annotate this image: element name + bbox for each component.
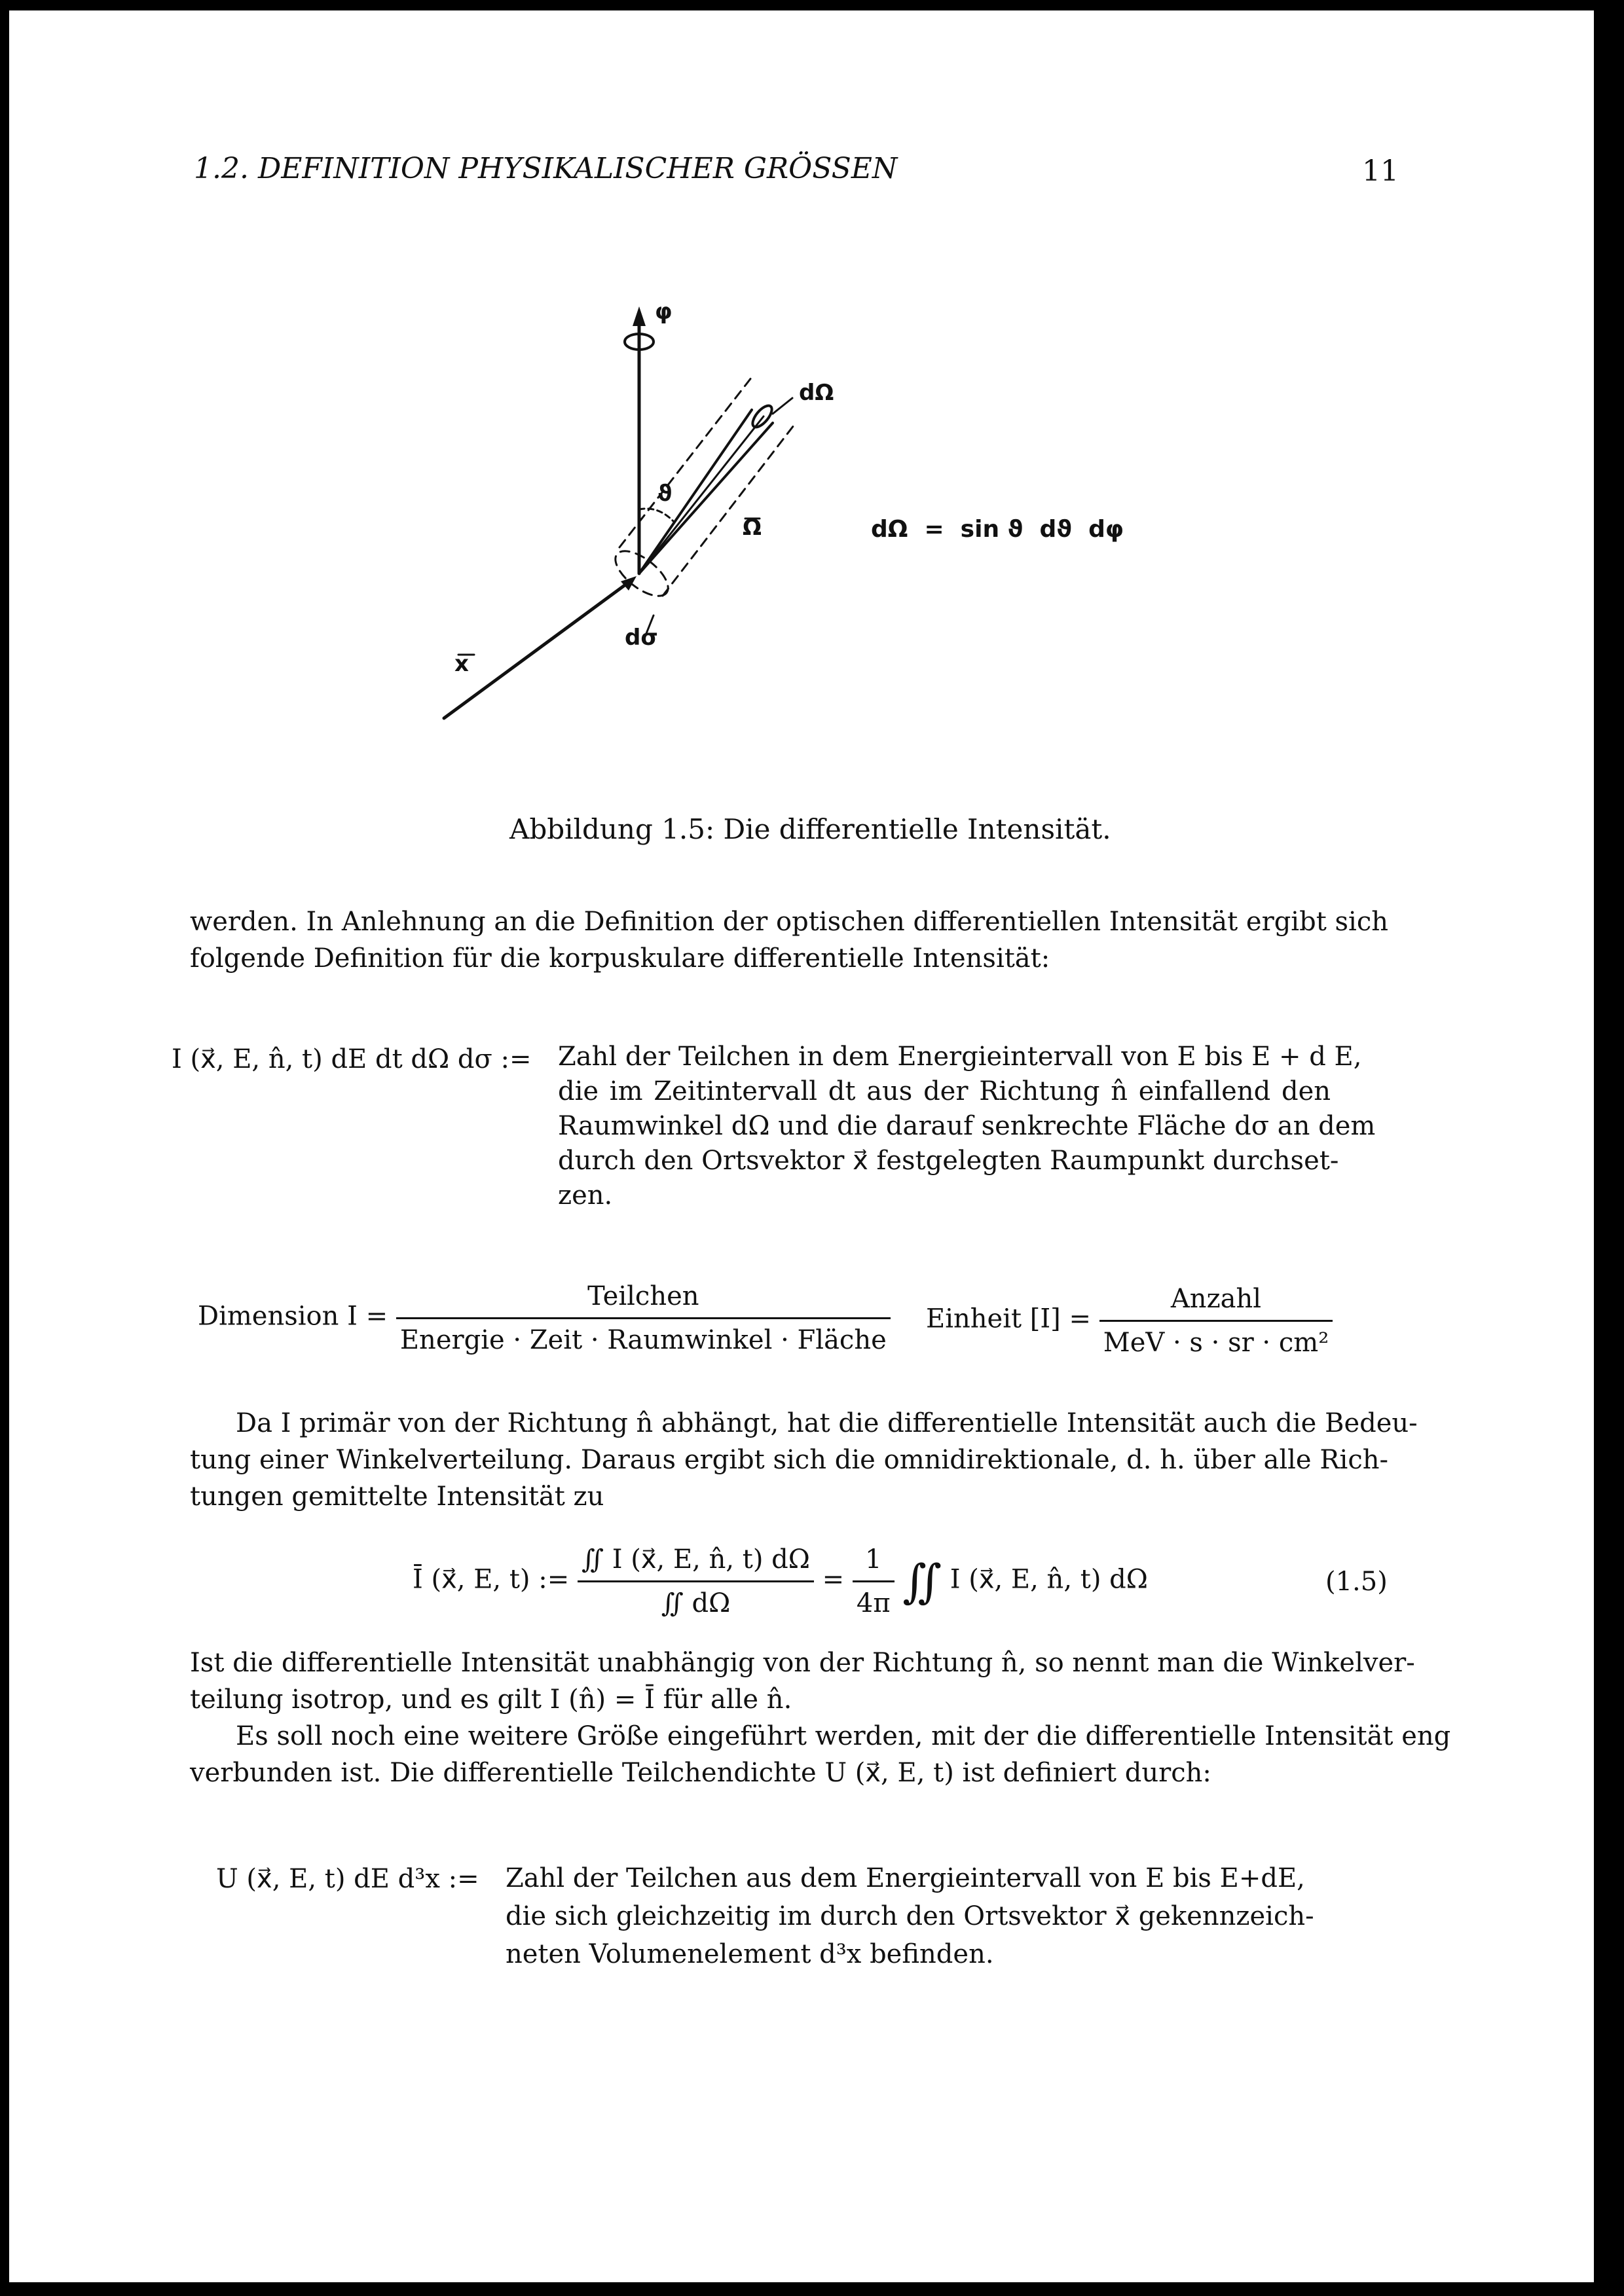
fraction-1-numerator: ∬ I (x⃗, E, n̂, t) dΩ [578, 1542, 814, 1582]
text-line: tung einer Winkelverteilung. Daraus ergibt sich die omnidirektionale, d. h. über alle Rich- [190, 1445, 1388, 1475]
axis-arrowhead [633, 306, 646, 326]
unit-label: Einheit [I] = [926, 1303, 1092, 1334]
dimension-label: Dimension I = [198, 1301, 388, 1332]
omega-vector-label: Ω [743, 515, 762, 541]
text-line: Zahl der Teilchen in dem Energieintervall von E bis E + d E, [558, 1042, 1362, 1072]
text-line: durch den Ortsvektor x⃗ festgelegten Raumpunkt durchset- [558, 1146, 1339, 1176]
equation-rhs: I (x⃗, E, n̂, t) dΩ [950, 1564, 1148, 1595]
paragraph-3 [190, 1645, 1451, 1791]
text-line: zen. [558, 1180, 613, 1211]
fraction-1-denominator: ∬ dΩ [661, 1588, 731, 1618]
page-number: 11 [1362, 155, 1399, 188]
double-integral: ∬ [902, 1554, 942, 1609]
text-line: folgende Definition für die korpuskulare differentielle Intensität: [190, 943, 1050, 974]
running-header: 1.2. DEFINITION PHYSIKALISCHER GRÖSSEN [194, 152, 898, 185]
text-line: Zahl der Teilchen aus dem Energieintervall von E bis E+dE, [506, 1863, 1305, 1893]
fraction-2-denominator: 4π [856, 1588, 891, 1618]
text-line: verbunden ist. Die differentielle Teilchendichte U (x⃗, E, t) ist definiert durch: [190, 1758, 1211, 1788]
text-line: Ist die differentielle Intensität unabhängig von der Richtung n̂, so nennt man die Winkelver- [190, 1648, 1415, 1678]
definition-1-text [558, 1040, 1376, 1213]
d-sigma-ellipse [608, 543, 676, 604]
equation-1-5 [413, 1542, 1148, 1620]
equation-number: (1.5) [1325, 1567, 1388, 1597]
figure-formula: dΩ = sin ϑ dϑ dφ [871, 516, 1124, 543]
definition-1-lhs: I (x⃗, E, n̂, t) dE dt dΩ dσ := [172, 1044, 532, 1074]
d-sigma-label: dσ [625, 625, 658, 651]
unit-denominator: MeV · s · sr · cm² [1103, 1328, 1329, 1358]
dimension-expression [198, 1279, 891, 1357]
equation-fraction-1 [578, 1542, 814, 1620]
text-line: teilung isotrop, und es gilt I (n̂) = Ī für alle n̂. [190, 1685, 792, 1715]
paragraph-1 [190, 903, 1388, 977]
d-omega-label: dΩ [799, 380, 834, 406]
definition-2-lhs: U (x⃗, E, t) dE d³x := [216, 1864, 479, 1894]
paragraph-2 [190, 1405, 1418, 1515]
text-line: werden. In Anlehnung an die Definition der optischen differentiellen Intensität ergibt sich [190, 907, 1388, 937]
text-line: die sich gleichzeitig im durch den Ortsvektor x⃗ gekennzeich- [506, 1901, 1314, 1931]
text-line: die im Zeitintervall dt aus der Richtung n̂ einfallend den [558, 1076, 1331, 1106]
dimension-numerator: Teilchen [396, 1279, 891, 1319]
text-line: Raumwinkel dΩ und die darauf senkrechte Fläche dσ an dem [558, 1111, 1376, 1141]
unit-fraction [1099, 1282, 1333, 1360]
theta-label: ϑ [657, 481, 673, 507]
cone-edge-left [639, 410, 752, 574]
dimension-denominator: Energie · Zeit · Raumwinkel · Fläche [399, 1325, 887, 1355]
fraction-2-numerator: 1 [853, 1542, 895, 1582]
unit-expression [926, 1282, 1333, 1360]
unit-numerator: Anzahl [1099, 1282, 1333, 1322]
phi-label: φ [655, 299, 673, 325]
equation-fraction-2 [853, 1542, 895, 1620]
text-line: Es soll noch eine weitere Größe eingeführt werden, mit der die differentielle Intensität eng [236, 1721, 1451, 1751]
text-line: tungen gemittelte Intensität zu [190, 1482, 604, 1512]
dimension-fraction [396, 1279, 891, 1357]
equals-sign: = [822, 1564, 845, 1595]
x-vector-label: x [454, 651, 469, 677]
text-line: Da I primär von der Richtung n̂ abhängt, hat die differentielle Intensität auch die Bedeu- [236, 1408, 1418, 1438]
definition-2-text [506, 1859, 1314, 1973]
figure-caption: Abbildung 1.5: Die differentielle Intensität. [509, 813, 1111, 845]
text-line: neten Volumenelement d³x befinden. [506, 1939, 994, 1969]
x-direction-line [444, 581, 630, 718]
equation-lhs: Ī (x⃗, E, t) := [413, 1564, 570, 1595]
